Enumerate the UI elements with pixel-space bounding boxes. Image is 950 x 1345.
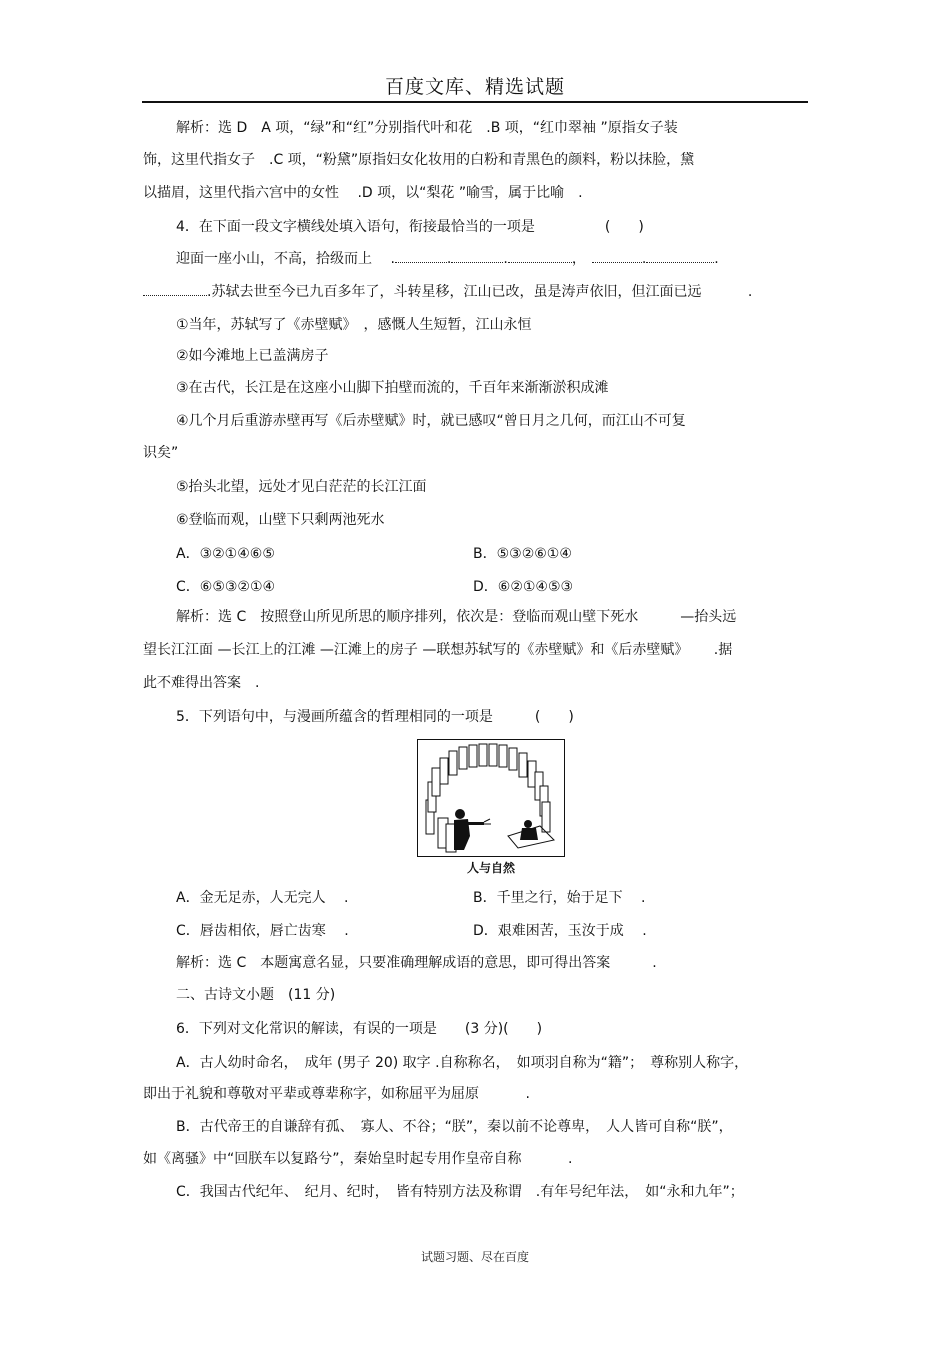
q4-passage-line-1: 迎面一座小山，不高，拾级而上 . . . ， . . [176, 251, 719, 267]
q4-item-6: ⑥登临而观，山壁下只剩两池死水 [176, 512, 385, 528]
q4-item-2: ②如今滩地上已盖满房子 [176, 348, 329, 364]
blank-line [395, 250, 447, 263]
blank-line [451, 250, 503, 263]
q4-stem: 4．在下面一段文字横线处填入语句，衔接最恰当的一项是 ( ) [176, 219, 644, 235]
q5-analysis: 解析：选 C 本题寓意名显，只要准确理解成语的意思，即可得出答案 . [176, 955, 657, 971]
q4-item-1: ①当年，苏轼写了《赤壁赋》 ，感慨人生短暂，江山永恒 [176, 317, 532, 333]
q4-passage-line-2 [143, 282, 752, 302]
q5-option-c: C．唇齿相依，唇亡齿寒 . [176, 923, 349, 939]
blank-line [592, 250, 642, 263]
header-divider [142, 101, 808, 103]
q4-item-4: ④几个月后重游赤壁再写《后赤壁赋》时，就已感叹“曾日月之几何，而江山不可复 [176, 413, 686, 429]
page-footer: 试题习题、尽在百度 [420, 1250, 529, 1264]
q5-option-b: B．千里之行，始于足下 . [473, 890, 646, 906]
section-title: 二、古诗文小题 (11 分) [176, 987, 336, 1003]
blank-line [508, 250, 572, 263]
analysis-q3-line-1: 解析：选 D A 项，“绿”和“红”分别指代叶和花 .B 项，“红巾翠袖 ”原指女子装 [176, 120, 678, 136]
q4-passage-text-2: .苏轼去世至今已九百多年了，斗转星移，江山已改，虽是涛声依旧，但江面已远 . [207, 284, 753, 300]
blank-line [646, 250, 714, 263]
q4-option-d: D．⑥②①④⑤③ [473, 579, 574, 595]
q6-stem: 6．下列对文化常识的解读，有误的一项是 (3 分)( ) [176, 1021, 543, 1037]
q6-option-c-line-1: C．我国古代纪年、 纪月、纪时， 皆有特别方法及称谓 .有年号纪年法， 如“永和九年”； [176, 1184, 744, 1200]
analysis-q3-line-3: 以描眉，这里代指六宫中的女性 .D 项，以“梨花 ”喻雪，属于比喻 . [143, 185, 583, 201]
page-title: 百度文库、精选试题 [384, 76, 565, 98]
q4-item-4-cont: 识矣” [143, 445, 179, 461]
q4-analysis-line-1: 解析：选 C 按照登山所见所思的顺序排列，依次是：登临而观山壁下死水 —抬头远 [176, 609, 737, 625]
cartoon-caption: 人与自然 [466, 861, 515, 875]
q5-option-d: D．艰难困苦，玉汝于成 . [473, 923, 647, 939]
q4-option-a: A．③②①④⑥⑤ [176, 546, 275, 562]
q5-option-a: A．金无足赤，人无完人 . [176, 890, 349, 906]
q4-option-b: B．⑤③②⑥①④ [473, 546, 572, 562]
q4-passage-text-1: 迎面一座小山，不高，拾级而上 . [176, 251, 395, 267]
q4-item-5: ⑤抬头北望，远处才见白茫茫的长江江面 [176, 479, 427, 495]
q4-analysis-line-3: 此不难得出答案 . [143, 675, 260, 691]
q5-stem: 5．下列语句中，与漫画所蕴含的哲理相同的一项是 ( ) [176, 709, 574, 725]
q6-option-b-line-1: B．古代帝王的自谦辞有孤、 寡人、不谷；“朕”，秦以前不论尊卑， 人人皆可自称“朕”， [176, 1119, 733, 1135]
q6-option-b-line-2: 如《离骚》中“回朕车以复路兮”，秦始皇时起专用作皇帝自称 . [143, 1151, 573, 1167]
q6-option-a-line-1: A．古人幼时命名， 成年 (男子 20) 取字 .自称称名， 如项羽自称为“籍”； 尊称别人称字， [176, 1055, 749, 1071]
q4-analysis-line-2: 望长江江面 —长江上的江滩 —江滩上的房子 —联想苏轼写的《赤壁赋》和《后赤壁赋》 .据 [143, 642, 733, 658]
analysis-q3-line-2: 饰，这里代指女子 .C 项，“粉黛”原指妇女化妆用的白粉和青黑色的颜料，粉以抹脸，黛 [143, 152, 695, 168]
cartoon-image [417, 739, 565, 857]
blank-line [143, 283, 207, 296]
q4-option-c: C．⑥⑤③②①④ [176, 579, 276, 595]
cartoon-drawing [418, 740, 564, 856]
q4-item-3: ③在古代，长江是在这座小山脚下拍壁而流的，千百年来渐渐淤积成滩 [176, 380, 609, 396]
q6-option-a-line-2: 即出于礼貌和尊敬对平辈或尊辈称字，如称屈平为屈原 . [143, 1086, 530, 1102]
